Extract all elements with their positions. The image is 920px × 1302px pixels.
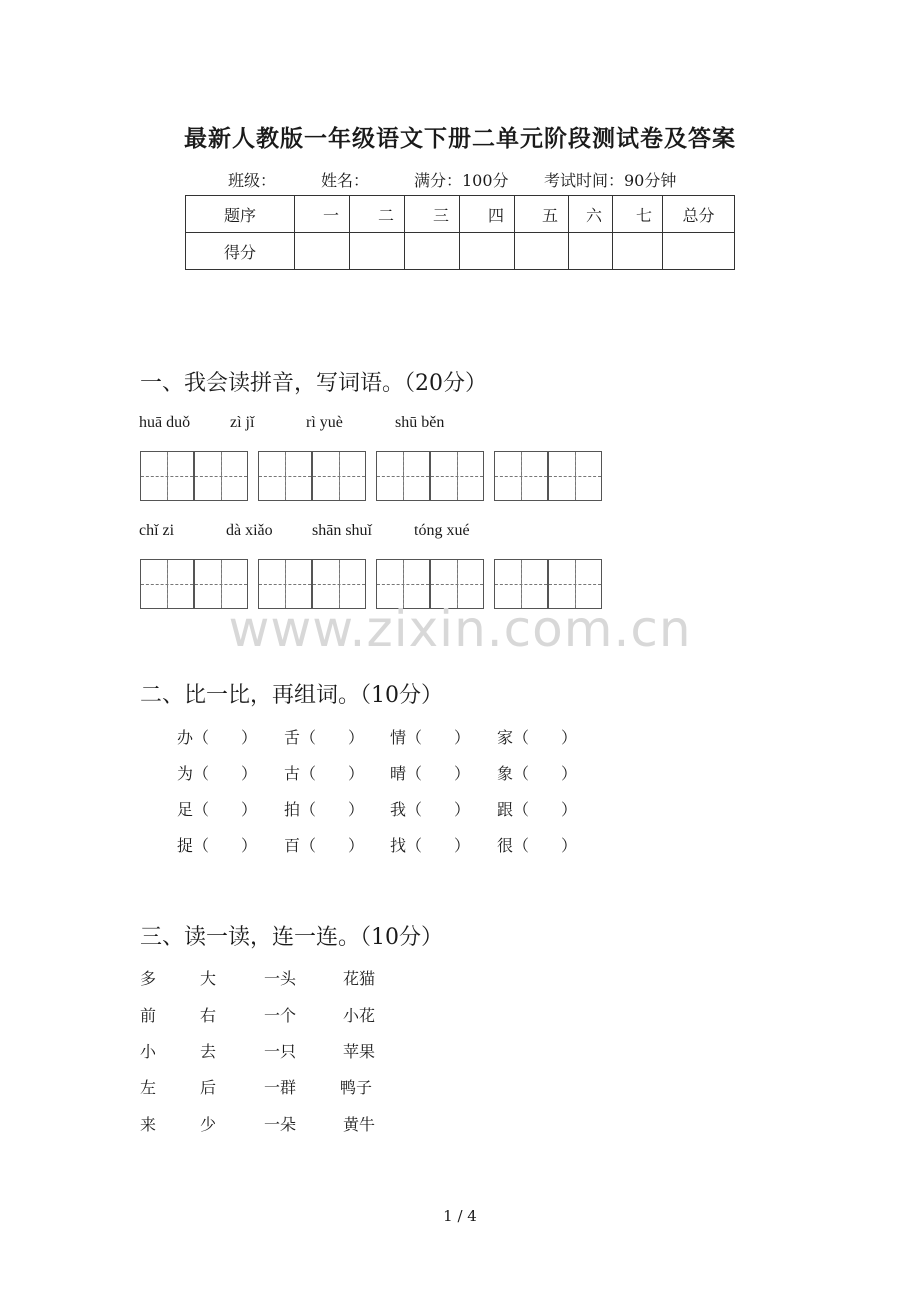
writing-cell[interactable]	[258, 451, 312, 501]
match-item[interactable]: 花猫	[343, 969, 376, 988]
writing-cell[interactable]	[140, 451, 194, 501]
match-item[interactable]: 大	[200, 969, 217, 988]
match-item[interactable]: 小花	[343, 1006, 376, 1025]
match-item[interactable]: 小	[140, 1042, 157, 1061]
compare-item: 捉（ ）	[177, 836, 258, 855]
match-item[interactable]: 后	[200, 1078, 217, 1097]
compare-item: 拍（ ）	[284, 800, 365, 819]
match-item[interactable]: 多	[140, 969, 157, 988]
match-item[interactable]: 去	[200, 1042, 217, 1061]
class-label: 班级：	[228, 171, 277, 190]
compare-item: 象（ ）	[497, 764, 578, 783]
exam-time-label: 考试时间：90分钟	[544, 171, 677, 190]
match-item[interactable]: 鸭子	[340, 1078, 373, 1097]
score-table-header: 三	[405, 196, 460, 233]
score-table-header: 二	[350, 196, 405, 233]
match-item[interactable]: 苹果	[343, 1042, 376, 1061]
score-table-score-row	[186, 233, 735, 270]
writing-cell[interactable]	[548, 451, 602, 501]
compare-item: 找（ ）	[390, 836, 471, 855]
compare-item: 舌（ ）	[284, 728, 365, 747]
pinyin-label: shū běn	[395, 414, 445, 431]
compare-item: 跟（ ）	[497, 800, 578, 819]
compare-item: 情（ ）	[390, 728, 471, 747]
compare-item: 很（ ）	[497, 836, 578, 855]
score-cell[interactable]	[613, 233, 663, 270]
score-table	[185, 195, 735, 270]
page-title: 最新人教版一年级语文下册二单元阶段测试卷及答案	[184, 125, 736, 152]
compare-item: 我（ ）	[390, 800, 471, 819]
name-label: 姓名：	[321, 171, 370, 190]
writing-cell[interactable]	[430, 451, 484, 501]
pinyin-label: zì jǐ	[230, 414, 255, 431]
score-table-header-row	[186, 196, 735, 233]
score-cell[interactable]	[515, 233, 569, 270]
section3-heading: 三、读一读，连一连。（10分）	[140, 925, 443, 950]
pinyin-label: chǐ zi	[139, 522, 175, 539]
writing-cell[interactable]	[194, 451, 248, 501]
match-item[interactable]: 一个	[264, 1006, 297, 1025]
score-table-header: 一	[295, 196, 350, 233]
pinyin-label: tóng xué	[414, 522, 470, 539]
match-item[interactable]: 黄牛	[343, 1115, 376, 1134]
match-item[interactable]: 一朵	[264, 1115, 297, 1134]
compare-item: 古（ ）	[284, 764, 365, 783]
score-table-header: 题序	[186, 196, 295, 233]
compare-item: 百（ ）	[284, 836, 365, 855]
writing-cell[interactable]	[494, 451, 548, 501]
match-item[interactable]: 左	[140, 1078, 157, 1097]
score-row-label: 得分	[186, 233, 295, 270]
score-table-header: 五	[515, 196, 569, 233]
pinyin-label: dà xiǎo	[226, 522, 273, 539]
compare-item: 家（ ）	[497, 728, 578, 747]
pinyin-label: huā duǒ	[139, 414, 191, 431]
full-score-label: 满分：100分	[414, 171, 509, 190]
match-item[interactable]: 一头	[264, 969, 297, 988]
score-table-header: 总分	[663, 196, 735, 233]
pinyin-label: rì yuè	[306, 414, 343, 431]
page-number: 1 / 4	[443, 1207, 477, 1225]
section2-heading: 二、比一比，再组词。（10分）	[140, 683, 443, 708]
compare-item: 办（ ）	[177, 728, 258, 747]
match-item[interactable]: 来	[140, 1115, 157, 1134]
writing-cell[interactable]	[312, 451, 366, 501]
score-cell[interactable]	[663, 233, 735, 270]
score-cell[interactable]	[295, 233, 350, 270]
score-cell[interactable]	[460, 233, 515, 270]
match-item[interactable]: 前	[140, 1006, 157, 1025]
score-cell[interactable]	[350, 233, 405, 270]
watermark: www.zixin.com.cn	[228, 600, 692, 658]
match-item[interactable]: 一只	[264, 1042, 297, 1061]
compare-item: 足（ ）	[177, 800, 258, 819]
pinyin-label: shān shuǐ	[312, 522, 372, 539]
match-item[interactable]: 一群	[264, 1078, 297, 1097]
compare-item: 为（ ）	[177, 764, 258, 783]
match-item[interactable]: 少	[200, 1115, 217, 1134]
match-item[interactable]: 右	[200, 1006, 217, 1025]
section1-heading: 一、我会读拼音，写词语。（20分）	[140, 371, 487, 396]
writing-cell[interactable]	[376, 451, 430, 501]
score-table-header: 七	[613, 196, 663, 233]
score-table-header: 六	[569, 196, 613, 233]
compare-item: 晴（ ）	[390, 764, 471, 783]
score-table-header: 四	[460, 196, 515, 233]
score-cell[interactable]	[405, 233, 460, 270]
score-cell[interactable]	[569, 233, 613, 270]
